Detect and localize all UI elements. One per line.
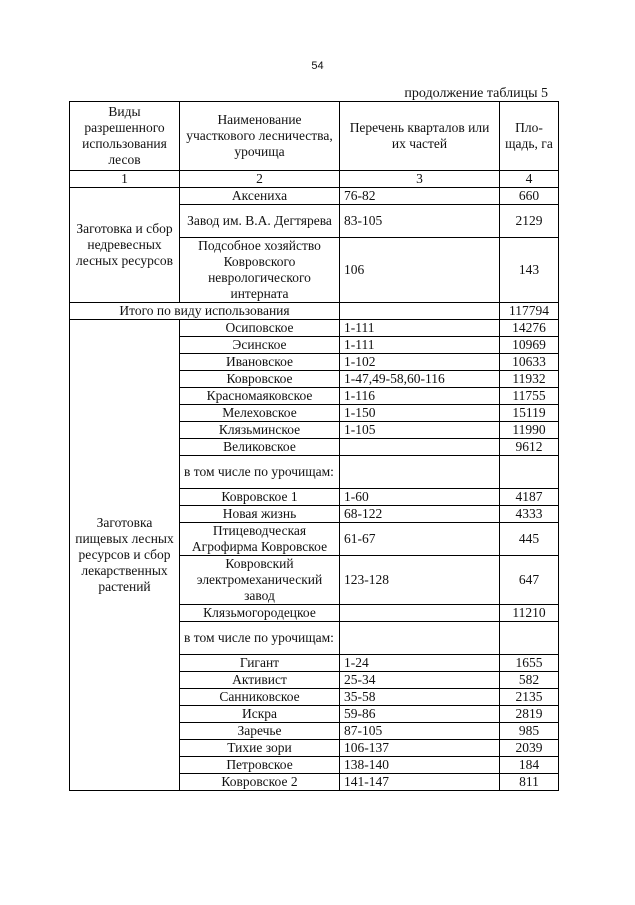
area: 660 — [500, 188, 559, 205]
area: 582 — [500, 672, 559, 689]
quarters: 61-67 — [340, 523, 500, 556]
use-type-food-medicinal: Заготовка пищевых лесных ресурсов и сбор лекарственных растений — [70, 320, 180, 791]
area: 445 — [500, 523, 559, 556]
area: 10633 — [500, 354, 559, 371]
forestry-name: Мелеховское — [180, 405, 340, 422]
area: 14276 — [500, 320, 559, 337]
quarters: 1-47,49-58,60-116 — [340, 371, 500, 388]
area: 2819 — [500, 706, 559, 723]
forestry-name: Подсобное хозяйство Ковровского неврологического интерната — [180, 238, 340, 303]
area: 11990 — [500, 422, 559, 439]
quarters: 123-128 — [340, 556, 500, 605]
area: 2129 — [500, 205, 559, 238]
quarters: 59-86 — [340, 706, 500, 723]
forestry-name: Аксениха — [180, 188, 340, 205]
forestry-name: Гигант — [180, 655, 340, 672]
forestry-name: Эсинское — [180, 337, 340, 354]
area: 985 — [500, 723, 559, 740]
quarters: 1-111 — [340, 320, 500, 337]
forestry-name: Санниковское — [180, 689, 340, 706]
quarters: 1-105 — [340, 422, 500, 439]
quarters — [340, 456, 500, 489]
area: 647 — [500, 556, 559, 605]
total-label: Итого по виду использования — [70, 303, 340, 320]
area: 2039 — [500, 740, 559, 757]
forestry-name: Птицеводческая Агрофирма Ковровское — [180, 523, 340, 556]
forestry-name: Клязьмогородецкое — [180, 605, 340, 622]
column-number: 1 — [70, 171, 180, 188]
total-area: 117794 — [500, 303, 559, 320]
area: 811 — [500, 774, 559, 791]
forestry-name: Великовское — [180, 439, 340, 456]
quarters — [340, 622, 500, 655]
quarters: 76-82 — [340, 188, 500, 205]
forestry-name: Осиповское — [180, 320, 340, 337]
quarters: 106 — [340, 238, 500, 303]
column-number: 4 — [500, 171, 559, 188]
quarters: 25-34 — [340, 672, 500, 689]
forestry-name: Активист — [180, 672, 340, 689]
quarters: 68-122 — [340, 506, 500, 523]
use-type-nontimber: Заготовка и сбор недревесных лесных ресурсов — [70, 188, 180, 303]
area: 11932 — [500, 371, 559, 388]
area: 184 — [500, 757, 559, 774]
column-number: 2 — [180, 171, 340, 188]
quarters — [340, 605, 500, 622]
quarters: 1-111 — [340, 337, 500, 354]
quarters: 1-116 — [340, 388, 500, 405]
area: 9612 — [500, 439, 559, 456]
area: 4187 — [500, 489, 559, 506]
quarters: 106-137 — [340, 740, 500, 757]
area: 10969 — [500, 337, 559, 354]
quarters: 138-140 — [340, 757, 500, 774]
quarters: 83-105 — [340, 205, 500, 238]
forestry-name: Ковровское 1 — [180, 489, 340, 506]
area: 2135 — [500, 689, 559, 706]
page-number: 54 — [311, 60, 324, 72]
header-area: Пло-щадь, га — [500, 102, 559, 171]
forestry-name: Заречье — [180, 723, 340, 740]
forestry-name: Ковровский электромеханический завод — [180, 556, 340, 605]
quarters: 141-147 — [340, 774, 500, 791]
area — [500, 456, 559, 489]
area — [500, 622, 559, 655]
column-number-row — [70, 171, 559, 188]
area: 4333 — [500, 506, 559, 523]
forestry-name: Искра — [180, 706, 340, 723]
total-quarters-empty — [340, 303, 500, 320]
table-continuation-label: продолжение таблицы 5 — [404, 86, 548, 101]
forestry-name: Ковровское — [180, 371, 340, 388]
forestry-name: Тихие зори — [180, 740, 340, 757]
quarters: 1-24 — [340, 655, 500, 672]
subheading-including-tracts: в том числе по урочищам: — [180, 456, 340, 489]
area: 11210 — [500, 605, 559, 622]
header-use-type: Виды разрешенного использования лесов — [70, 102, 180, 171]
area: 15119 — [500, 405, 559, 422]
area: 1655 — [500, 655, 559, 672]
column-number: 3 — [340, 171, 500, 188]
table-row — [70, 188, 559, 205]
forestry-name: Ивановское — [180, 354, 340, 371]
forest-use-table — [69, 101, 559, 791]
quarters: 1-102 — [340, 354, 500, 371]
quarters: 1-60 — [340, 489, 500, 506]
forestry-name: Красномаяковское — [180, 388, 340, 405]
subheading-including-tracts: в том числе по урочищам: — [180, 622, 340, 655]
forestry-name: Ковровское 2 — [180, 774, 340, 791]
forestry-name: Завод им. В.А. Дегтярева — [180, 205, 340, 238]
area: 11755 — [500, 388, 559, 405]
quarters: 35-58 — [340, 689, 500, 706]
area: 143 — [500, 238, 559, 303]
forestry-name: Клязьминское — [180, 422, 340, 439]
header-forestry-name: Наименование участкового лесничества, урочища — [180, 102, 340, 171]
quarters: 1-150 — [340, 405, 500, 422]
forestry-name: Новая жизнь — [180, 506, 340, 523]
quarters: 87-105 — [340, 723, 500, 740]
total-row — [70, 303, 559, 320]
table-row — [70, 320, 559, 337]
header-row — [70, 102, 559, 171]
quarters — [340, 439, 500, 456]
header-quarters: Перечень кварталов или их частей — [340, 102, 500, 171]
forestry-name: Петровское — [180, 757, 340, 774]
